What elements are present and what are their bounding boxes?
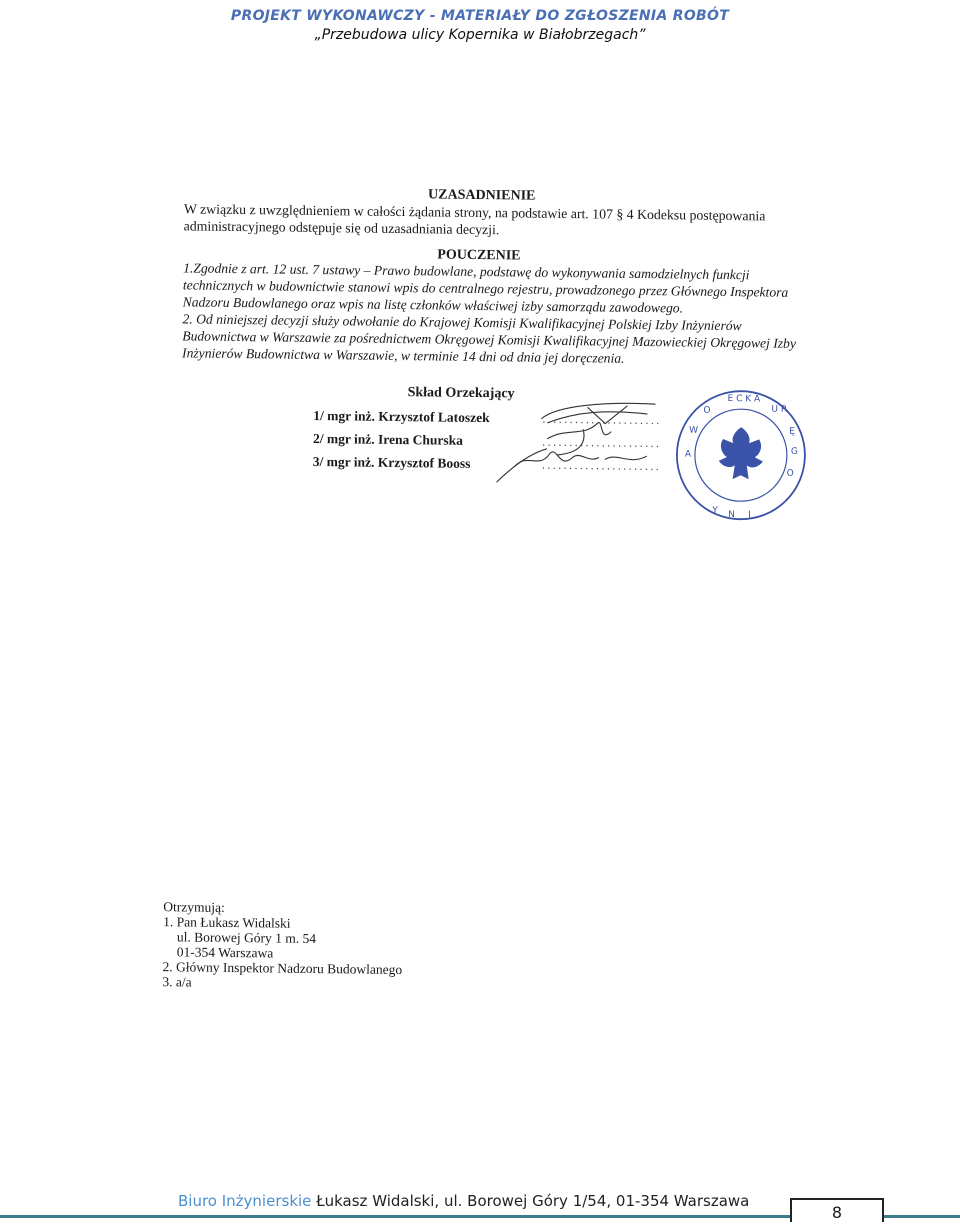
document-header-title: PROJEKT WYKONAWCZY - MATERIAŁY DO ZGŁOSZENIA ROBÓT [230,8,730,24]
uzasadnienie-heading: UZASADNIENIE [427,187,536,204]
uzasadnienie-line-2: administracyjnego odstępuje się od uzasadniania decyzji. [183,218,500,238]
pouczenie-line: 1.Zgodnie z art. 12 ust. 7 ustawy – Prawo budowlane, podstawę do wykonywania samodzielnych funkcji [183,260,750,283]
svg-text:E C K A: E C K A [727,394,761,405]
recipient-line: 01-354 Warszawa [176,944,274,961]
svg-text:N: N [728,510,735,521]
document-header-subtitle: „Przebudowa ulicy Kopernika w Białobrzegach” [314,27,646,43]
svg-text:A: A [684,449,692,460]
page-number: 8 [790,1198,884,1222]
panel-member: 1/ mgr inż. Krzysztof Latoszek [313,407,490,426]
pouczenie-line: Nadzoru Budowlanego oraz wpis na listę członków właściwej izby samorządu zawodowego. [182,294,684,316]
panel-heading: Skład Orzekający [407,385,515,402]
pouczenie-heading: POUCZENIE [437,247,521,264]
panel-member: 3/ mgr inż. Krzysztof Booss [312,453,471,471]
recipient-line: 2. Główny Inspektor Nadzoru Budowlanego [162,959,403,978]
recipient-line: ul. Borowej Góry 1 m. 54 [176,929,317,947]
svg-text:W: W [689,425,699,436]
recipient-line: 1. Pan Łukasz Widalski [163,914,291,931]
pouczenie-line: technicznych w budownictwie stanowi wpis do centralnego rejestru, prowadzonego przez Głównego Inspektora [182,277,789,300]
footer-address [178,1192,749,1210]
footer-address-text: Łukasz Widalski, ul. Borowej Góry 1/54, 01-354 Warszawa [316,1192,750,1210]
svg-text:Ę: Ę [789,426,795,437]
panel-member: 2/ mgr inż. Irena Churska [312,430,464,448]
svg-text:I: I [748,510,751,521]
svg-text:......................: ...................... [540,438,661,451]
pouczenie-line: Inżynierów Budownictwa w Warszawie, w terminie 14 dni od dnia jej doręczenia. [182,345,625,366]
pouczenie-line: 2. Od niniejszej decyzji służy odwołanie do Krajowej Komisji Kwalifikacyjnej Polskiej Izby Inżynierów [182,311,742,334]
footer-brand: Biuro Inżynierskie [178,1192,312,1210]
svg-text:......................: ...................... [540,461,661,474]
official-seal [672,386,810,524]
svg-text:Y: Y [712,505,718,516]
svg-text:G: G [790,446,798,457]
svg-text:O: O [703,405,711,416]
svg-text:O: O [786,468,794,479]
svg-text:......................: ...................... [541,415,661,428]
recipient-line: 3. a/a [162,974,192,990]
svg-text:U R: U R [771,404,788,415]
recipients-heading: Otrzymują: [163,899,225,915]
uzasadnienie-line-1: W związku z uwzględnieniem w całości żądania strony, na podstawie art. 107 § 4 Kodeksu postępowania [183,201,766,224]
pouczenie-line: Budownictwa w Warszawie za pośrednictwem Okręgowej Komisji Kwalifikacyjnej Mazowieckiej Okręgowej Izby [182,328,797,351]
handwritten-signatures [487,392,678,486]
